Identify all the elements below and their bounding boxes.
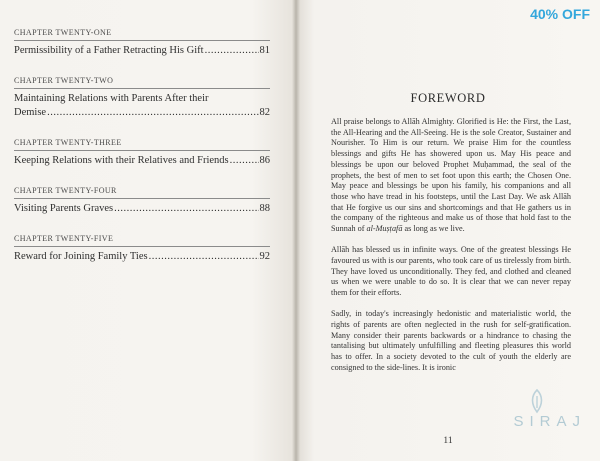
chapter-title: Keeping Relations with their Relatives and Friends (14, 155, 229, 166)
toc-entry (14, 185, 270, 216)
foreword-heading: FOREWORD (410, 91, 486, 105)
chapter-label: CHAPTER TWENTY-TWO (14, 76, 114, 85)
chapter-title-cont: Demise (14, 107, 47, 118)
toc-title-line (14, 44, 270, 58)
chapter-rule (14, 150, 270, 151)
book-gutter (292, 0, 300, 461)
chapter-title: Reward for Joining Family Ties (14, 251, 148, 262)
italic-term: al-Muṣṭafā (366, 224, 403, 234)
chapter-rule (14, 40, 270, 41)
leader-dots (205, 44, 259, 58)
paragraph (331, 117, 571, 235)
leader-dots (47, 106, 258, 120)
toc-entry (14, 137, 270, 168)
chapter-rule (14, 88, 270, 89)
toc-title-line (14, 202, 270, 216)
paragraph-text: as long as we live. (404, 224, 465, 234)
foreword-body (331, 117, 571, 384)
toc-title-line (14, 106, 270, 120)
toc-entry (14, 27, 270, 58)
chapter-page: 82 (259, 107, 270, 118)
chapter-label: CHAPTER TWENTY-ONE (14, 28, 112, 37)
chapter-rule (14, 198, 270, 199)
paragraph: Allāh has blessed us in infinite ways. One of the greatest blessings He favoured us with is our parents, who took care of us tirelessly from birth. They have loved us unconditionally. They fed, and clothed and cleaned us when we were unable to do so. It is clear that we can never repay them for their efforts. (331, 245, 571, 298)
chapter-title: Permissibility of a Father Retracting His Gift (14, 45, 204, 56)
toc-entry (14, 233, 270, 264)
chapter-title: Maintaining Relations with Parents After their (14, 93, 209, 104)
paragraph: Sadly, in today's increasingly hedonistic and materialistic world, the rights of parents are often neglected in the rush for self-gratification. Many consider their parents backwards or a hindrance to chasing the tantalising but ultimately unfulfilling and fleeting pleasures this world has to offer. In a society devoted to the cult of youth the elderly are consigned to the side-lines. It is ironic (331, 309, 571, 372)
toc-title-line (14, 250, 270, 264)
chapter-page: 81 (259, 45, 270, 56)
chapter-label: CHAPTER TWENTY-THREE (14, 138, 122, 147)
chapter-label: CHAPTER TWENTY-FOUR (14, 186, 117, 195)
toc-title-line (14, 154, 270, 168)
toc-entry (14, 75, 270, 120)
chapter-label: CHAPTER TWENTY-FIVE (14, 234, 114, 243)
page-number: 11 (443, 436, 453, 446)
watermark-text: SIRAJ (513, 413, 586, 430)
chapter-page: 88 (259, 203, 270, 214)
chapter-page: 86 (259, 155, 270, 166)
discount-badge: 40% OFF (530, 6, 590, 22)
leader-dots (230, 154, 259, 168)
table-of-contents (14, 27, 270, 281)
chapter-rule (14, 246, 270, 247)
chapter-page: 92 (259, 251, 270, 262)
leader-dots (114, 202, 258, 216)
paragraph-text: All praise belongs to Allāh Almighty. Glorified is He: the First, the Last, the All-Hearing and the All-Seeing. He is the sole Creator, Sustainer and Nourisher. To Him is our return. We praise Him for the countless blessings and gifts He has showered upon us. May His peace and blessings be upon our beloved Prophet Muḥammad, the seal of the prophets, the best of men to set foot upon this earth; the Chosen One. May peace and blessings be upon his family, his companions and all those who have tread in his footsteps, until the Last Day. We ask Allāh that He forgive us our sins and shortcomings and that He gathers us in the company of the righteous and make us of those that hold fast to the Sunnah of (331, 117, 571, 234)
watermark-logo-icon (522, 388, 552, 414)
chapter-title: Visiting Parents Graves (14, 203, 114, 214)
leader-dots (149, 250, 259, 264)
